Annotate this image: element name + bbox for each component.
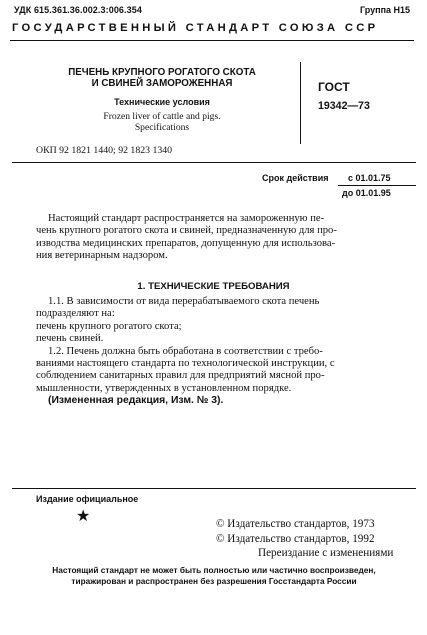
section-line: печень крупного рогатого скота; [36,320,182,332]
title-bottom-rule [12,162,416,163]
header-rule [10,40,414,41]
section-1-body [36,296,404,408]
copyright-1992-publisher [216,517,412,561]
udk-code: УДК 615.361.36.002.3:006.354 [14,5,142,15]
gost-label: ГОСТ [318,80,350,94]
title-line-1: ПЕЧЕНЬ КРУПНОГО РОГАТОГО СКОТА [68,67,256,78]
section-line: печень свиней. [36,333,104,345]
notice-line-2: тиражирован и распространен без разрешения Госстандарта России [71,576,357,586]
validity-from: с 01.01.75 [348,173,391,183]
section-line: мышленности, утвержденных в установленном порядке. [36,382,292,394]
section-line: ваниями настоящего стандарта по технологической инструкции, с [36,358,335,370]
document-subtitle: Технические условия [114,97,210,107]
intro-line: Настоящий стандарт распространяется на замороженную пе- [48,213,325,224]
reproduction-notice [10,565,418,587]
english-title [48,111,276,133]
intro-paragraph [36,213,404,263]
section-line: соблюдением санитарных правил для предприятий мясной про- [36,370,325,382]
copyright-line-1992: © Издательство стандартов, 1992 [216,532,375,545]
footer-rule [12,488,416,489]
group-code: Группа Н15 [360,5,411,15]
section-line: 1.2. Печень должна быть обработана в соответствии с требо- [48,345,323,357]
reprint-note: Переиздание с изменениями [258,547,394,560]
gost-number: 19342—73 [318,100,370,112]
section-line: 1.1. В зависимости от вида перерабатываемого скота печень [48,296,320,307]
okp-codes: ОКП 92 1821 1440; 92 1823 1340 [36,145,173,156]
standard-banner: ГОСУДАРСТВЕННЫЙ СТАНДАРТ СОЮЗА ССР [12,22,379,34]
section-heading: 1. ТЕХНИЧЕСКИЕ ТРЕБОВАНИЯ [137,281,290,292]
validity-rule [338,185,416,186]
document-title [48,67,276,89]
section-line: подразделяют на: [36,308,115,320]
intro-line: ния ветеринарным надзором. [36,250,168,262]
official-edition: Издание официальное [36,494,139,504]
intro-line: изводства медицинских препаратов, допущенную для использова- [36,237,336,249]
title-line-2: И СВИНЕЙ ЗАМОРОЖЕННАЯ [91,78,233,89]
title-vertical-rule [300,62,301,144]
english-title-line-1: Frozen liver of cattle and pigs. [103,111,221,122]
english-title-line-2: Specifications [134,122,190,133]
validity-to: до 01.01.95 [342,188,391,198]
notice-line-1: Настоящий стандарт не может быть полностью или частично воспроизведен, [52,565,376,575]
copyright-line-1973: © Издательство стандартов, 1973 [216,518,375,530]
star-icon: ★ [76,508,91,525]
intro-line: чень крупного рогатого скота и свиней, предназначенную для про- [36,225,337,237]
amendment-note: (Измененная редакция, Изм. № 3). [48,395,224,407]
validity-label: Срок действия [262,173,329,183]
